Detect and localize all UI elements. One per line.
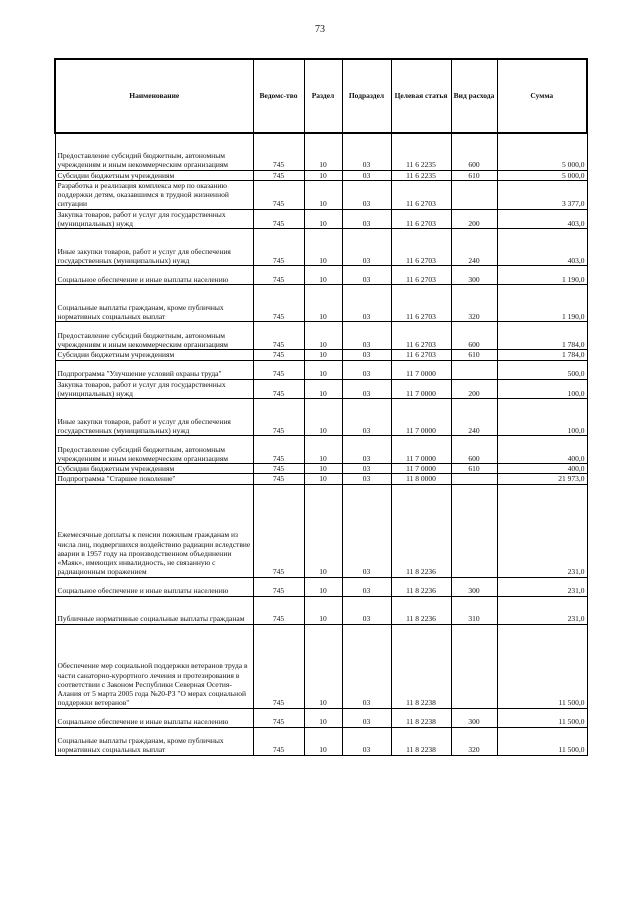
row-celevaya-statya: 11 8 2236 xyxy=(391,577,451,596)
table-row xyxy=(55,322,587,350)
row-vid-raskhoda: 300 xyxy=(451,266,497,285)
row-summa: 403,0 xyxy=(497,209,587,229)
row-razdel: 10 xyxy=(304,379,342,399)
row-podrazdel: 03 xyxy=(342,170,391,180)
table-row xyxy=(55,474,587,484)
row-vid-raskhoda: 600 xyxy=(451,436,497,464)
row-name: Закупка товаров, работ и услуг для государственных (муниципальных) нужд xyxy=(55,209,253,229)
row-razdel: 10 xyxy=(304,209,342,229)
row-razdel: 10 xyxy=(304,727,342,755)
row-podrazdel: 03 xyxy=(342,727,391,755)
row-name: Иные закупки товаров, работ и услуг для обеспечения государственных (муниципальных) нужд xyxy=(55,229,253,266)
row-podrazdel: 03 xyxy=(342,474,391,484)
table-row xyxy=(55,624,587,708)
row-podrazdel: 03 xyxy=(342,266,391,285)
row-podrazdel: 03 xyxy=(342,209,391,229)
row-name: Социальные выплаты гражданам, кроме публичных нормативных социальных выплат xyxy=(55,285,253,322)
row-name: Социальное обеспечение и иные выплаты населению xyxy=(55,266,253,285)
table-row xyxy=(55,350,587,360)
row-vedomstvo: 745 xyxy=(253,484,304,577)
row-name: Предоставление субсидий бюджетным, автономным учреждениям и иным некоммерческим организациям xyxy=(55,133,253,170)
table-row xyxy=(55,360,587,379)
row-vid-raskhoda: 610 xyxy=(451,350,497,360)
table-row xyxy=(55,266,587,285)
row-name: Подпрограмма "Старшее поколение" xyxy=(55,474,253,484)
row-summa: 11 500,0 xyxy=(497,727,587,755)
row-vedomstvo: 745 xyxy=(253,727,304,755)
row-vid-raskhoda: 320 xyxy=(451,727,497,755)
row-summa: 100,0 xyxy=(497,399,587,436)
row-celevaya-statya: 11 6 2703 xyxy=(391,322,451,350)
row-celevaya-statya: 11 8 2236 xyxy=(391,596,451,624)
row-razdel: 10 xyxy=(304,285,342,322)
table-row xyxy=(55,436,587,464)
row-razdel: 10 xyxy=(304,133,342,170)
row-summa: 1 190,0 xyxy=(497,285,587,322)
row-podrazdel: 03 xyxy=(342,464,391,474)
row-razdel: 10 xyxy=(304,399,342,436)
row-vid-raskhoda: 310 xyxy=(451,596,497,624)
row-celevaya-statya: 11 6 2703 xyxy=(391,209,451,229)
row-podrazdel: 03 xyxy=(342,708,391,727)
row-celevaya-statya: 11 7 0000 xyxy=(391,436,451,464)
row-celevaya-statya: 11 7 0000 xyxy=(391,379,451,399)
row-vid-raskhoda: 240 xyxy=(451,229,497,266)
row-name: Субсидии бюджетным учреждениям xyxy=(55,464,253,474)
row-podrazdel: 03 xyxy=(342,229,391,266)
row-celevaya-statya: 11 6 2703 xyxy=(391,350,451,360)
table-row xyxy=(55,399,587,436)
row-podrazdel: 03 xyxy=(342,350,391,360)
row-name: Ежемесячные доплаты к пенсии пожилым гражданам из числа лиц, подвергшихся воздействию радиации вследствие аварии в 1957 году на производственном объединении «Маяк», имеющих инвалидность, не связанную с радиационным поражением xyxy=(55,484,253,577)
row-celevaya-statya: 11 7 0000 xyxy=(391,399,451,436)
row-razdel: 10 xyxy=(304,229,342,266)
row-name: Иные закупки товаров, работ и услуг для обеспечения государственных (муниципальных) нужд xyxy=(55,399,253,436)
row-podrazdel: 03 xyxy=(342,577,391,596)
row-vid-raskhoda xyxy=(451,484,497,577)
row-vedomstvo: 745 xyxy=(253,379,304,399)
row-vedomstvo: 745 xyxy=(253,577,304,596)
row-vedomstvo: 745 xyxy=(253,360,304,379)
row-razdel: 10 xyxy=(304,464,342,474)
row-podrazdel: 03 xyxy=(342,624,391,708)
row-vid-raskhoda: 320 xyxy=(451,285,497,322)
row-podrazdel: 03 xyxy=(342,436,391,464)
row-summa: 1 784,0 xyxy=(497,322,587,350)
header-name: Наименование xyxy=(55,59,253,133)
row-vid-raskhoda: 610 xyxy=(451,170,497,180)
header-vedomstvo: Ведомс-тво xyxy=(253,59,304,133)
row-name: Подпрограмма "Улучшение условий охраны труда" xyxy=(55,360,253,379)
table-row xyxy=(55,180,587,209)
row-celevaya-statya: 11 6 2703 xyxy=(391,266,451,285)
row-vid-raskhoda xyxy=(451,624,497,708)
row-vid-raskhoda: 600 xyxy=(451,133,497,170)
row-name: Обеспечение мер социальной поддержки ветеранов труда в части санаторно-курортного лечения и протезирования в соответствии с Законом Республики Северная Осетия-Алания от 5 марта 2005 года №20-РЗ "О мерах социальной поддержки ветеранов" xyxy=(55,624,253,708)
budget-table xyxy=(54,58,588,756)
header-podrazdel: Подраздел xyxy=(342,59,391,133)
row-vedomstvo: 745 xyxy=(253,209,304,229)
row-razdel: 10 xyxy=(304,322,342,350)
row-vedomstvo: 745 xyxy=(253,474,304,484)
row-celevaya-statya: 11 6 2703 xyxy=(391,229,451,266)
row-vedomstvo: 745 xyxy=(253,322,304,350)
row-celevaya-statya: 11 7 0000 xyxy=(391,464,451,474)
header-summa: Сумма xyxy=(497,59,587,133)
row-podrazdel: 03 xyxy=(342,360,391,379)
table-row xyxy=(55,209,587,229)
row-summa: 231,0 xyxy=(497,596,587,624)
table-row xyxy=(55,285,587,322)
row-celevaya-statya: 11 8 2238 xyxy=(391,727,451,755)
table-header-row xyxy=(55,59,587,133)
table-body xyxy=(55,133,587,755)
table-row xyxy=(55,379,587,399)
row-name: Субсидии бюджетным учреждениям xyxy=(55,170,253,180)
row-vedomstvo: 745 xyxy=(253,596,304,624)
table-row xyxy=(55,170,587,180)
row-vedomstvo: 745 xyxy=(253,708,304,727)
row-podrazdel: 03 xyxy=(342,484,391,577)
row-vid-raskhoda: 200 xyxy=(451,209,497,229)
row-vedomstvo: 745 xyxy=(253,350,304,360)
row-summa: 1 784,0 xyxy=(497,350,587,360)
row-vedomstvo: 745 xyxy=(253,170,304,180)
row-name: Социальное обеспечение и иные выплаты населению xyxy=(55,708,253,727)
table-row xyxy=(55,596,587,624)
table-row xyxy=(55,727,587,755)
row-name: Предоставление субсидий бюджетным, автономным учреждениям и иным некоммерческим организациям xyxy=(55,322,253,350)
row-name: Субсидии бюджетным учреждениям xyxy=(55,350,253,360)
header-celevaya-statya: Целевая статья xyxy=(391,59,451,133)
row-summa: 1 190,0 xyxy=(497,266,587,285)
table-row xyxy=(55,577,587,596)
row-podrazdel: 03 xyxy=(342,133,391,170)
row-vedomstvo: 745 xyxy=(253,464,304,474)
row-razdel: 10 xyxy=(304,596,342,624)
row-razdel: 10 xyxy=(304,708,342,727)
row-vedomstvo: 745 xyxy=(253,436,304,464)
row-vid-raskhoda: 200 xyxy=(451,379,497,399)
row-razdel: 10 xyxy=(304,577,342,596)
row-vedomstvo: 745 xyxy=(253,229,304,266)
row-name: Социальные выплаты гражданам, кроме публичных нормативных социальных выплат xyxy=(55,727,253,755)
row-name: Предоставление субсидий бюджетным, автономным учреждениям и иным некоммерческим организациям xyxy=(55,436,253,464)
row-summa: 11 500,0 xyxy=(497,708,587,727)
row-summa: 21 973,0 xyxy=(497,474,587,484)
row-celevaya-statya: 11 8 2238 xyxy=(391,624,451,708)
row-razdel: 10 xyxy=(304,436,342,464)
row-razdel: 10 xyxy=(304,350,342,360)
row-celevaya-statya: 11 8 0000 xyxy=(391,474,451,484)
row-summa: 500,0 xyxy=(497,360,587,379)
row-podrazdel: 03 xyxy=(342,379,391,399)
row-summa: 231,0 xyxy=(497,577,587,596)
row-summa: 5 000,0 xyxy=(497,133,587,170)
row-podrazdel: 03 xyxy=(342,322,391,350)
page-number: 73 xyxy=(315,24,325,35)
row-celevaya-statya: 11 8 2236 xyxy=(391,484,451,577)
row-celevaya-statya: 11 6 2703 xyxy=(391,180,451,209)
row-summa: 400,0 xyxy=(497,464,587,474)
row-vedomstvo: 745 xyxy=(253,133,304,170)
row-vid-raskhoda: 240 xyxy=(451,399,497,436)
row-summa: 403,0 xyxy=(497,229,587,266)
row-celevaya-statya: 11 6 2235 xyxy=(391,170,451,180)
row-vid-raskhoda: 600 xyxy=(451,322,497,350)
row-podrazdel: 03 xyxy=(342,285,391,322)
table-row xyxy=(55,229,587,266)
table-row xyxy=(55,484,587,577)
row-name: Социальное обеспечение и иные выплаты населению xyxy=(55,577,253,596)
row-celevaya-statya: 11 7 0000 xyxy=(391,360,451,379)
row-vedomstvo: 745 xyxy=(253,399,304,436)
row-summa: 3 377,0 xyxy=(497,180,587,209)
row-summa: 11 500,0 xyxy=(497,624,587,708)
row-razdel: 10 xyxy=(304,474,342,484)
row-razdel: 10 xyxy=(304,624,342,708)
table-row xyxy=(55,708,587,727)
row-podrazdel: 03 xyxy=(342,180,391,209)
row-vid-raskhoda xyxy=(451,360,497,379)
row-summa: 231,0 xyxy=(497,484,587,577)
row-vedomstvo: 745 xyxy=(253,180,304,209)
table-row xyxy=(55,133,587,170)
row-vid-raskhoda xyxy=(451,180,497,209)
row-vid-raskhoda: 300 xyxy=(451,708,497,727)
row-celevaya-statya: 11 6 2703 xyxy=(391,285,451,322)
row-summa: 400,0 xyxy=(497,436,587,464)
row-vid-raskhoda xyxy=(451,474,497,484)
row-name: Разработка и реализация комплекса мер по оказанию поддержки детям, оказавшимся в трудной жизненной ситуации xyxy=(55,180,253,209)
row-celevaya-statya: 11 6 2235 xyxy=(391,133,451,170)
row-vedomstvo: 745 xyxy=(253,266,304,285)
row-razdel: 10 xyxy=(304,266,342,285)
row-vid-raskhoda: 610 xyxy=(451,464,497,474)
row-podrazdel: 03 xyxy=(342,596,391,624)
row-razdel: 10 xyxy=(304,170,342,180)
row-summa: 5 000,0 xyxy=(497,170,587,180)
row-vedomstvo: 745 xyxy=(253,624,304,708)
row-name: Закупка товаров, работ и услуг для государственных (муниципальных) нужд xyxy=(55,379,253,399)
row-razdel: 10 xyxy=(304,484,342,577)
row-summa: 100,0 xyxy=(497,379,587,399)
row-vedomstvo: 745 xyxy=(253,285,304,322)
row-podrazdel: 03 xyxy=(342,399,391,436)
table-row xyxy=(55,464,587,474)
row-celevaya-statya: 11 8 2238 xyxy=(391,708,451,727)
header-razdel: Раздел xyxy=(304,59,342,133)
row-vid-raskhoda: 300 xyxy=(451,577,497,596)
row-name: Публичные нормативные социальные выплаты гражданам xyxy=(55,596,253,624)
row-razdel: 10 xyxy=(304,180,342,209)
row-razdel: 10 xyxy=(304,360,342,379)
header-vid-raskhoda: Вид расхода xyxy=(451,59,497,133)
